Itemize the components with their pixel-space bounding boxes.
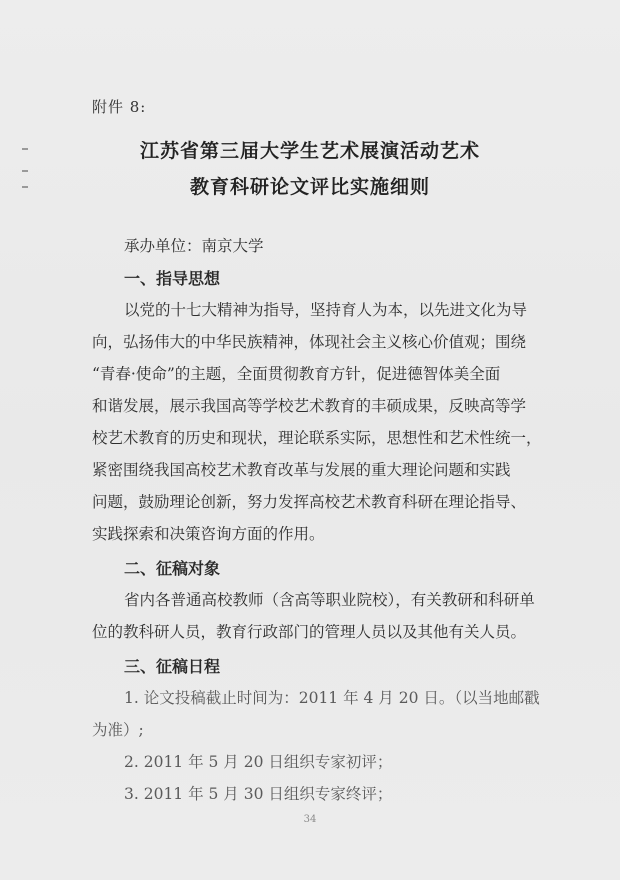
schedule-item-continuation: 为准）;: [92, 721, 144, 739]
section-heading-submission-target: 二、征稿对象: [124, 559, 221, 578]
paragraph-line: 省内各普通高校教师（含高等职业院校），有关教研和科研单: [124, 591, 535, 609]
section-heading-guiding-thought: 一、指导思想: [124, 269, 221, 288]
paragraph-line: 紧密围绕我国高校艺术教育改革与发展的重大理论问题和实践: [92, 461, 511, 479]
section-heading-schedule: 三、征稿日程: [124, 657, 221, 676]
schedule-item: 1. 论文投稿截止时间为：2011 年 4 月 20 日。（以当地邮戳: [124, 689, 540, 707]
paragraph-line: 问题，鼓励理论创新，努力发挥高校艺术教育科研在理论指导、: [92, 493, 527, 511]
schedule-item: 3. 2011 年 5 月 30 日组织专家终评；: [124, 785, 393, 803]
page-number: 34: [303, 814, 317, 825]
document-title-line-2: 教育科研论文评比实施细则: [189, 176, 430, 198]
document-title-line-1: 江苏省第三届大学生艺术展演活动艺术: [139, 140, 480, 162]
paragraph-line: 以党的十七大精神为指导，坚持育人为本，以先进文化为导: [124, 301, 528, 319]
paragraph-line: 位的教科研人员，教育行政部门的管理人员以及其他有关人员。: [92, 623, 527, 641]
paragraph-line: 校艺术教育的历史和现状，理论联系实际，思想性和艺术性统一，: [92, 429, 542, 447]
attachment-label: 附件 8:: [92, 98, 147, 116]
paragraph-line: “青春·使命”的主题，全面贯彻教育方针，促进德智体美全面: [92, 365, 501, 383]
organizer-line: 承办单位：南京大学: [124, 237, 264, 255]
schedule-item: 2. 2011 年 5 月 20 日组织专家初评；: [124, 753, 393, 771]
paragraph-line: 向，弘扬伟大的中华民族精神，体现社会主义核心价值观；围绕: [92, 333, 527, 351]
paragraph-line: 和谐发展，展示我国高等学校艺术教育的丰硕成果，反映高等学: [92, 397, 527, 415]
paragraph-line: 实践探索和决策咨询方面的作用。: [92, 525, 325, 543]
